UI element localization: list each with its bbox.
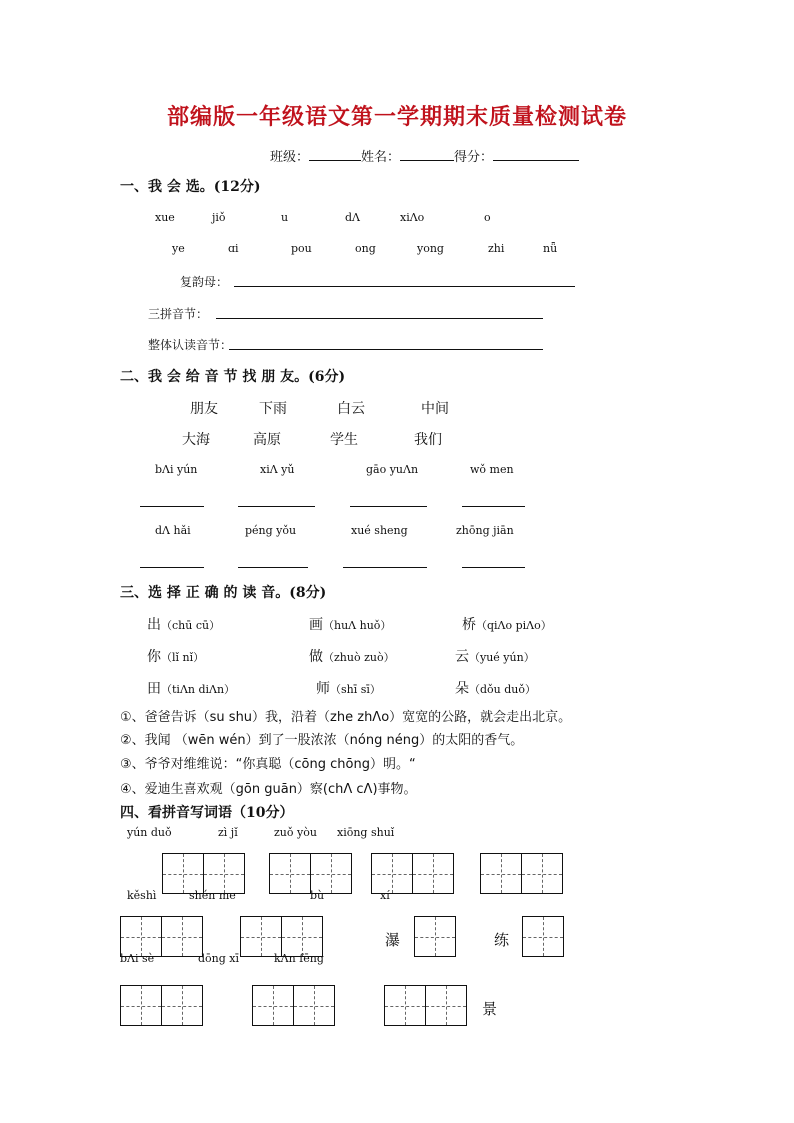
s3-char: 朵: [455, 681, 469, 697]
s2-answer-line[interactable]: [238, 506, 315, 507]
three-part-syllable-answer-line[interactable]: [216, 318, 543, 319]
s4-pinyin: zì jǐ: [218, 826, 238, 839]
s2-word: 高原: [253, 432, 281, 448]
s1-syllable: o: [484, 211, 491, 224]
s1-syllable: zhi: [488, 242, 505, 255]
s2-answer-line[interactable]: [238, 567, 308, 568]
s3-char: 你: [147, 649, 161, 665]
s3-sentence[interactable]: ①、爸爸告诉（su shu）我，沿着（zhe zhΛo）宽宽的公路，就会走出北京。: [120, 710, 572, 725]
s2-pinyin: péng yǒu: [245, 524, 297, 537]
grid-cell[interactable]: [425, 985, 467, 1026]
s3-choice-item: [455, 678, 536, 698]
s3-sentence[interactable]: ④、爱迪生喜欢观（gōn guān）察(chΛ cΛ)事物。: [120, 782, 417, 797]
s3-choice-item: [309, 646, 395, 666]
grid-cell[interactable]: [293, 985, 335, 1026]
s3-char: 云: [455, 649, 469, 665]
s3-sentence[interactable]: ③、爷爷对维维说：“你真聪（cōng chōng）明。“: [120, 757, 416, 772]
grid-cell[interactable]: [281, 916, 323, 957]
s1-syllable: dΛ: [345, 211, 360, 224]
s4-pinyin: bΛi sè: [120, 952, 155, 965]
grid-cell[interactable]: [371, 853, 413, 894]
s3-options[interactable]: （tiΛn diΛn）: [161, 683, 236, 696]
given-char: 景: [482, 1000, 498, 1018]
s3-options[interactable]: （chū cū）: [161, 619, 221, 632]
s1-syllable: nǖ: [543, 242, 558, 255]
grid-cell[interactable]: [120, 985, 162, 1026]
grid-cell[interactable]: [161, 985, 203, 1026]
s4-pinyin: zuǒ yòu: [274, 826, 317, 839]
s2-word: 下雨: [259, 401, 287, 417]
given-char: 练: [494, 931, 510, 949]
grid-cell[interactable]: [310, 853, 352, 894]
whole-syllable-answer-line[interactable]: [229, 349, 543, 350]
writing-grid[interactable]: [522, 916, 563, 957]
writing-grid[interactable]: [240, 916, 322, 957]
s4-pinyin: bù: [310, 889, 325, 902]
s2-answer-line[interactable]: [462, 506, 525, 507]
grid-cell[interactable]: [162, 853, 204, 894]
grid-cell[interactable]: [384, 985, 426, 1026]
score-blank[interactable]: [493, 147, 579, 161]
s3-options[interactable]: （yué yún）: [469, 651, 535, 664]
grid-cell[interactable]: [203, 853, 245, 894]
s2-answer-line[interactable]: [462, 567, 525, 568]
writing-grid[interactable]: [269, 853, 351, 894]
section-3-heading: 三、选 择 正 确 的 读 音。(8分): [120, 585, 327, 601]
s2-pinyin: dΛ hǎi: [155, 524, 191, 537]
given-char: 瀑: [385, 931, 401, 949]
section-1-heading: 一、我 会 选。(12分): [120, 179, 261, 195]
student-info-line: [270, 146, 579, 165]
s2-word: 大海: [182, 432, 210, 448]
compound-finals-label: 复韵母：: [180, 275, 229, 289]
s3-choice-item: [147, 678, 235, 698]
grid-cell[interactable]: [521, 853, 563, 894]
name-label: 姓名：: [361, 150, 401, 165]
writing-grid[interactable]: [384, 985, 466, 1026]
class-blank[interactable]: [309, 147, 361, 161]
s1-syllable: xue: [155, 211, 175, 224]
s2-answer-line[interactable]: [140, 567, 204, 568]
s4-pinyin: kěshì: [127, 889, 157, 902]
s2-word: 中间: [421, 401, 449, 417]
grid-cell[interactable]: [252, 985, 294, 1026]
grid-cell[interactable]: [240, 916, 282, 957]
s1-syllable: u: [281, 211, 289, 224]
class-label: 班级：: [270, 150, 310, 165]
writing-grid[interactable]: [120, 985, 202, 1026]
s3-char: 做: [309, 649, 323, 665]
writing-grid[interactable]: [252, 985, 334, 1026]
writing-grid[interactable]: [414, 916, 455, 957]
s1-syllable: pou: [291, 242, 312, 255]
s2-answer-line[interactable]: [343, 567, 427, 568]
s2-word: 学生: [330, 432, 358, 448]
s4-pinyin: xiōng shuǐ: [337, 826, 395, 839]
grid-cell[interactable]: [412, 853, 454, 894]
score-label: 得分：: [454, 150, 494, 165]
s3-choice-item: [316, 678, 381, 698]
grid-cell[interactable]: [120, 916, 162, 957]
three-part-syllable-label: 三拼音节：: [148, 307, 209, 321]
s4-pinyin: shén me: [189, 889, 236, 902]
s2-pinyin: xué sheng: [351, 524, 408, 537]
s2-pinyin: zhōng jiān: [456, 524, 514, 537]
s3-options[interactable]: （dǒu duǒ）: [469, 683, 536, 696]
s3-char: 桥: [462, 617, 476, 633]
writing-grid[interactable]: [371, 853, 453, 894]
s2-answer-line[interactable]: [350, 506, 427, 507]
s3-char: 画: [309, 617, 323, 633]
s2-pinyin: gāo yuΛn: [366, 463, 419, 476]
s3-choice-item: [455, 646, 535, 666]
s3-choice-item: [147, 614, 220, 634]
s2-answer-line[interactable]: [140, 506, 204, 507]
writing-grid[interactable]: [120, 916, 202, 957]
s3-char: 师: [316, 681, 330, 697]
s1-syllable: ong: [355, 242, 376, 255]
grid-cell[interactable]: [414, 916, 456, 957]
s1-syllable: yong: [417, 242, 444, 255]
s1-syllable: xiΛo: [400, 211, 425, 224]
s3-choice-item: [147, 646, 204, 666]
s3-char: 田: [147, 681, 161, 697]
grid-cell[interactable]: [269, 853, 311, 894]
s3-char: 出: [147, 617, 161, 633]
compound-finals-answer-line[interactable]: [234, 286, 575, 287]
s3-options[interactable]: （qiΛo piΛo）: [476, 619, 552, 632]
s2-word: 朋友: [190, 401, 218, 417]
s4-pinyin: kΛn fēng: [274, 952, 324, 965]
s3-choice-item: [309, 614, 391, 634]
s3-options[interactable]: （zhuò zuò）: [323, 651, 395, 664]
grid-cell[interactable]: [161, 916, 203, 957]
s1-syllable: ye: [172, 242, 185, 255]
s4-pinyin: dōng xī: [198, 952, 240, 965]
writing-grid[interactable]: [162, 853, 244, 894]
s1-syllable: ɑi: [228, 242, 239, 255]
s4-pinyin: xí: [380, 889, 390, 902]
grid-cell[interactable]: [522, 916, 564, 957]
name-blank[interactable]: [400, 147, 454, 161]
section-4-heading: 四、看拼音写词语（10分）: [120, 805, 294, 821]
s3-choice-item: [462, 614, 552, 634]
s3-options[interactable]: （shī sī）: [330, 683, 381, 696]
s2-word: 白云: [337, 401, 365, 417]
grid-cell[interactable]: [480, 853, 522, 894]
s3-options[interactable]: （huΛ huǒ）: [323, 619, 392, 632]
s3-sentence[interactable]: ②、我闻 （wēn wén）到了一股浓浓（nóng néng）的太阳的香气。: [120, 733, 524, 748]
section-2-heading: 二、我 会 给 音 节 找 朋 友。(6分): [120, 369, 346, 385]
s2-pinyin: wǒ men: [470, 463, 514, 476]
writing-grid[interactable]: [480, 853, 562, 894]
s2-pinyin: bΛi yún: [155, 463, 198, 476]
s2-word: 我们: [414, 432, 442, 448]
s4-pinyin: yún duǒ: [127, 826, 172, 839]
whole-syllable-label: 整体认读音节：: [148, 338, 233, 352]
page-title: 部编版一年级语文第一学期期末质量检测试卷: [166, 104, 627, 130]
s1-syllable: jiǒ: [212, 211, 226, 224]
s2-pinyin: xiΛ yǔ: [260, 463, 295, 476]
s3-options[interactable]: （lǐ nǐ）: [161, 651, 205, 664]
